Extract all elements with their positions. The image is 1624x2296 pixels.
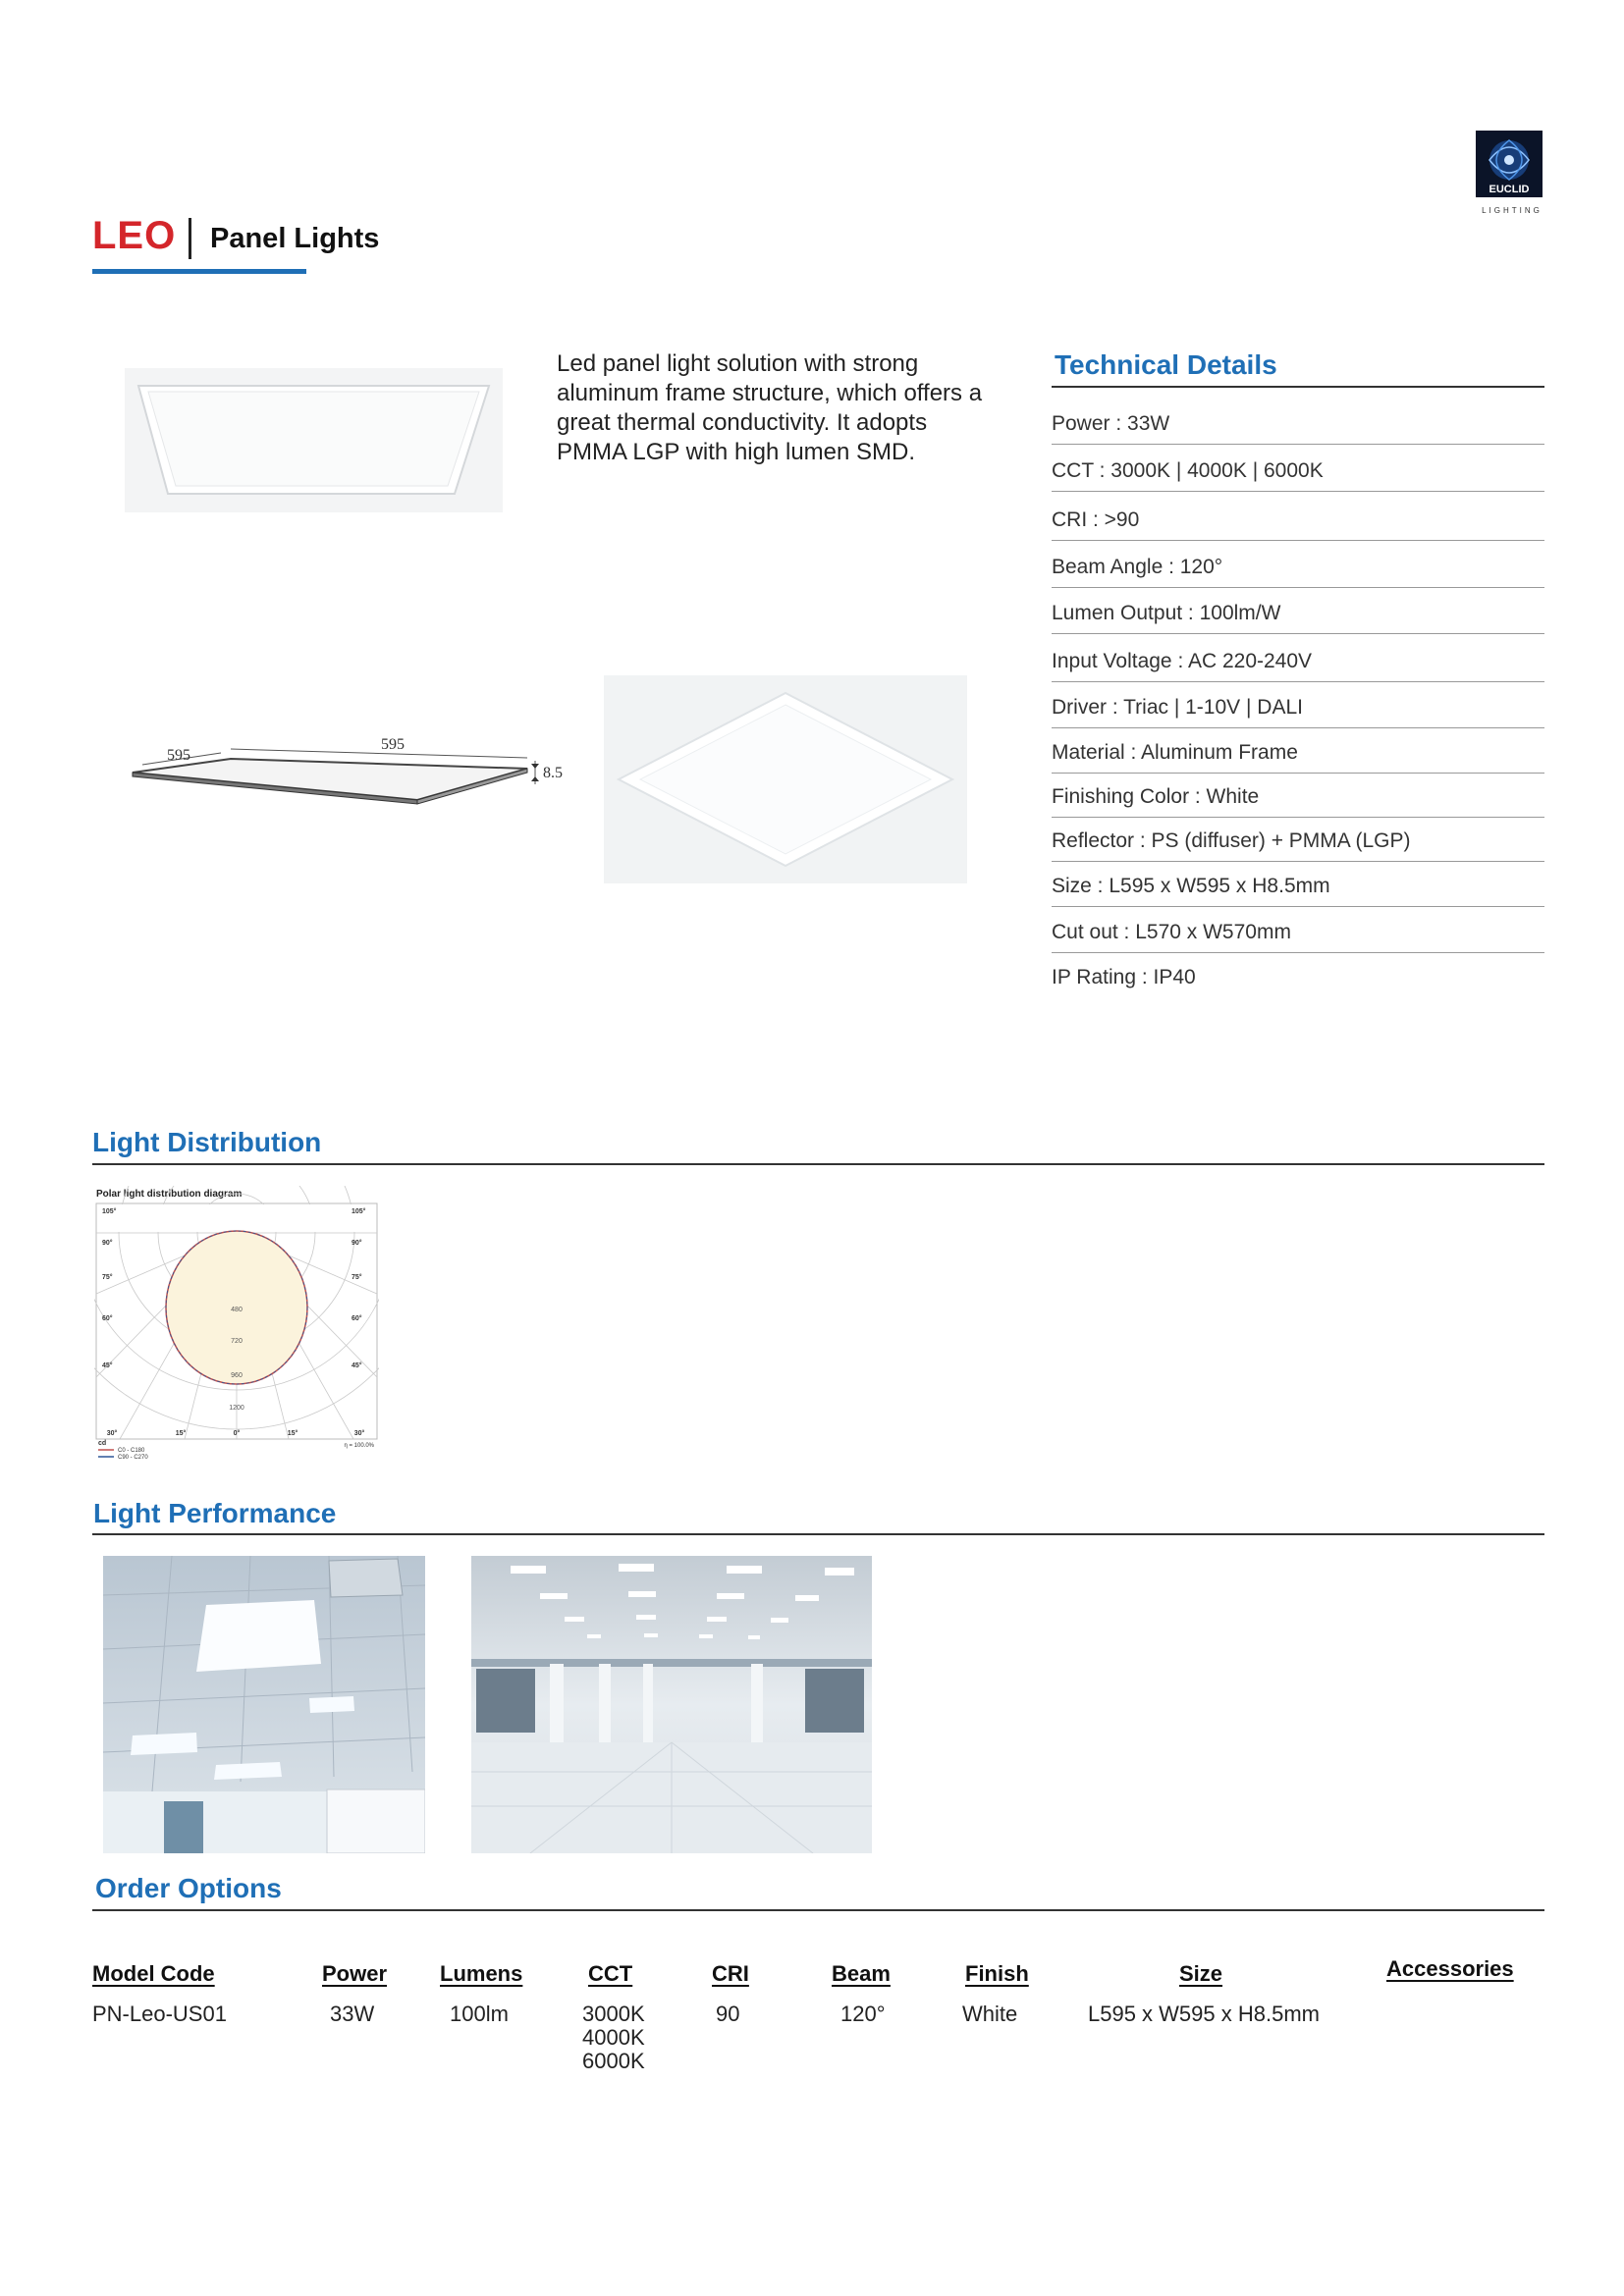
column-header-model-code: Model Code [92,1961,215,1986]
cell-cct-3000k: 3000K [582,2002,645,2026]
angle-label-left-45: 45° [102,1362,113,1369]
angle-label-bottom-left-30: 30° [106,1430,118,1437]
column-header-power: Power [322,1961,388,1986]
angle-label-right-75: 75° [352,1274,362,1281]
spec-cut-out: Cut out : L570 x W570mm [1052,921,1544,953]
spec-finishing-color: Finishing Color : White [1052,785,1544,818]
light-distribution-heading: Light Distribution [92,1127,322,1157]
angle-label-left-60: 60° [102,1315,113,1322]
cell-model-code: PN-Leo-US01 [92,2002,227,2026]
spec-cct: CCT : 3000K | 4000K | 6000K [1052,459,1544,492]
column-header-accessories: Accessories [1386,1956,1514,1981]
spec-size: Size : L595 x W595 x H8.5mm [1052,875,1544,907]
title-separator [189,218,191,259]
technical-details-underline [1052,386,1544,388]
ring-label-960: 960 [231,1372,243,1379]
angle-label-bottom-right-15: 15° [287,1430,298,1437]
cell-cri: 90 [716,2002,740,2026]
ring-label-1200: 1200 [229,1405,244,1412]
angle-label-bottom-right-30: 30° [353,1430,365,1437]
column-header-beam: Beam [832,1961,891,1986]
cell-cct-6000k: 6000K [582,2049,645,2073]
spec-input-voltage: Input Voltage : AC 220-240V [1052,650,1544,682]
cell-lumens: 100lm [450,2002,509,2026]
angle-label-right-105: 105° [352,1208,366,1215]
angle-label-bottom-left-15: 15° [175,1430,187,1437]
brand-name: LEO [92,214,177,257]
efficiency-label: η = 100.0% [344,1443,374,1449]
legend-c90-c270: C90 - C270 [118,1455,148,1459]
logo-text: EUCLID [1489,184,1530,195]
angle-label-right-45: 45° [352,1362,362,1369]
light-performance-heading: Light Performance [93,1498,337,1528]
unit-label: cd [98,1440,107,1447]
angle-label-right-90: 90° [352,1240,362,1247]
cell-finish: White [962,2002,1018,2026]
office-room-photo [103,1556,425,1853]
ring-label-720: 720 [231,1338,243,1345]
ring-label-480: 480 [231,1307,243,1313]
dim-width-label: 595 [167,747,190,764]
page-subtitle: Panel Lights [210,223,380,254]
column-header-finish: Finish [965,1961,1029,1986]
angle-label-bottom-0: 0° [233,1430,241,1437]
technical-details-heading: Technical Details [1055,349,1277,380]
light-performance-divider [92,1533,1544,1535]
legend-c0-c180: C0 - C180 [118,1448,145,1454]
angle-label-left-90: 90° [102,1240,113,1247]
cell-power: 33W [330,2002,375,2026]
product-description: Led panel light solution with strong aluminum frame structure, which offers a great thermal conductivity. It adopts PMMA LGP with high lumen SMD. [557,350,983,465]
column-header-size: Size [1179,1961,1223,1986]
dimension-drawing [123,731,584,815]
cell-cct-4000k: 4000K [582,2025,645,2050]
cell-beam: 120° [840,2002,886,2026]
spec-cri: CRI : >90 [1052,508,1544,541]
euclid-logo [1476,131,1543,197]
spec-lumen-output: Lumen Output : 100lm/W [1052,602,1544,634]
spec-beam-angle: Beam Angle : 120° [1052,556,1544,588]
cell-size: L595 x W595 x H8.5mm [1088,2002,1320,2026]
open-space-photo [471,1556,872,1853]
angle-label-right-60: 60° [352,1315,362,1322]
product-photo [125,368,503,512]
spec-power: Power : 33W [1052,412,1544,445]
logo-mark-icon [1476,131,1543,197]
dim-length-label: 595 [381,736,405,753]
spec-ip-rating: IP Rating : IP40 [1052,966,1196,988]
title-underline [92,269,306,274]
spec-driver: Driver : Triac | 1-10V | DALI [1052,696,1544,728]
dim-height-label: 8.5 [543,765,563,781]
spec-reflector: Reflector : PS (diffuser) + PMMA (LGP) [1052,829,1544,862]
panel-front-photo [604,675,967,883]
light-distribution-divider [92,1163,1544,1165]
order-options-divider [92,1909,1544,1911]
column-header-cct: CCT [588,1961,633,1986]
column-header-cri: CRI [712,1961,749,1986]
angle-label-left-105: 105° [102,1208,117,1215]
logo-tagline: LIGHTING [1482,206,1543,215]
spec-material: Material : Aluminum Frame [1052,741,1544,774]
column-header-lumens: Lumens [440,1961,523,1986]
angle-label-left-75: 75° [102,1274,113,1281]
polar-diagram-title: Polar light distribution diagram [96,1189,243,1200]
order-options-heading: Order Options [95,1873,282,1903]
polar-distribution-diagram [94,1186,379,1459]
